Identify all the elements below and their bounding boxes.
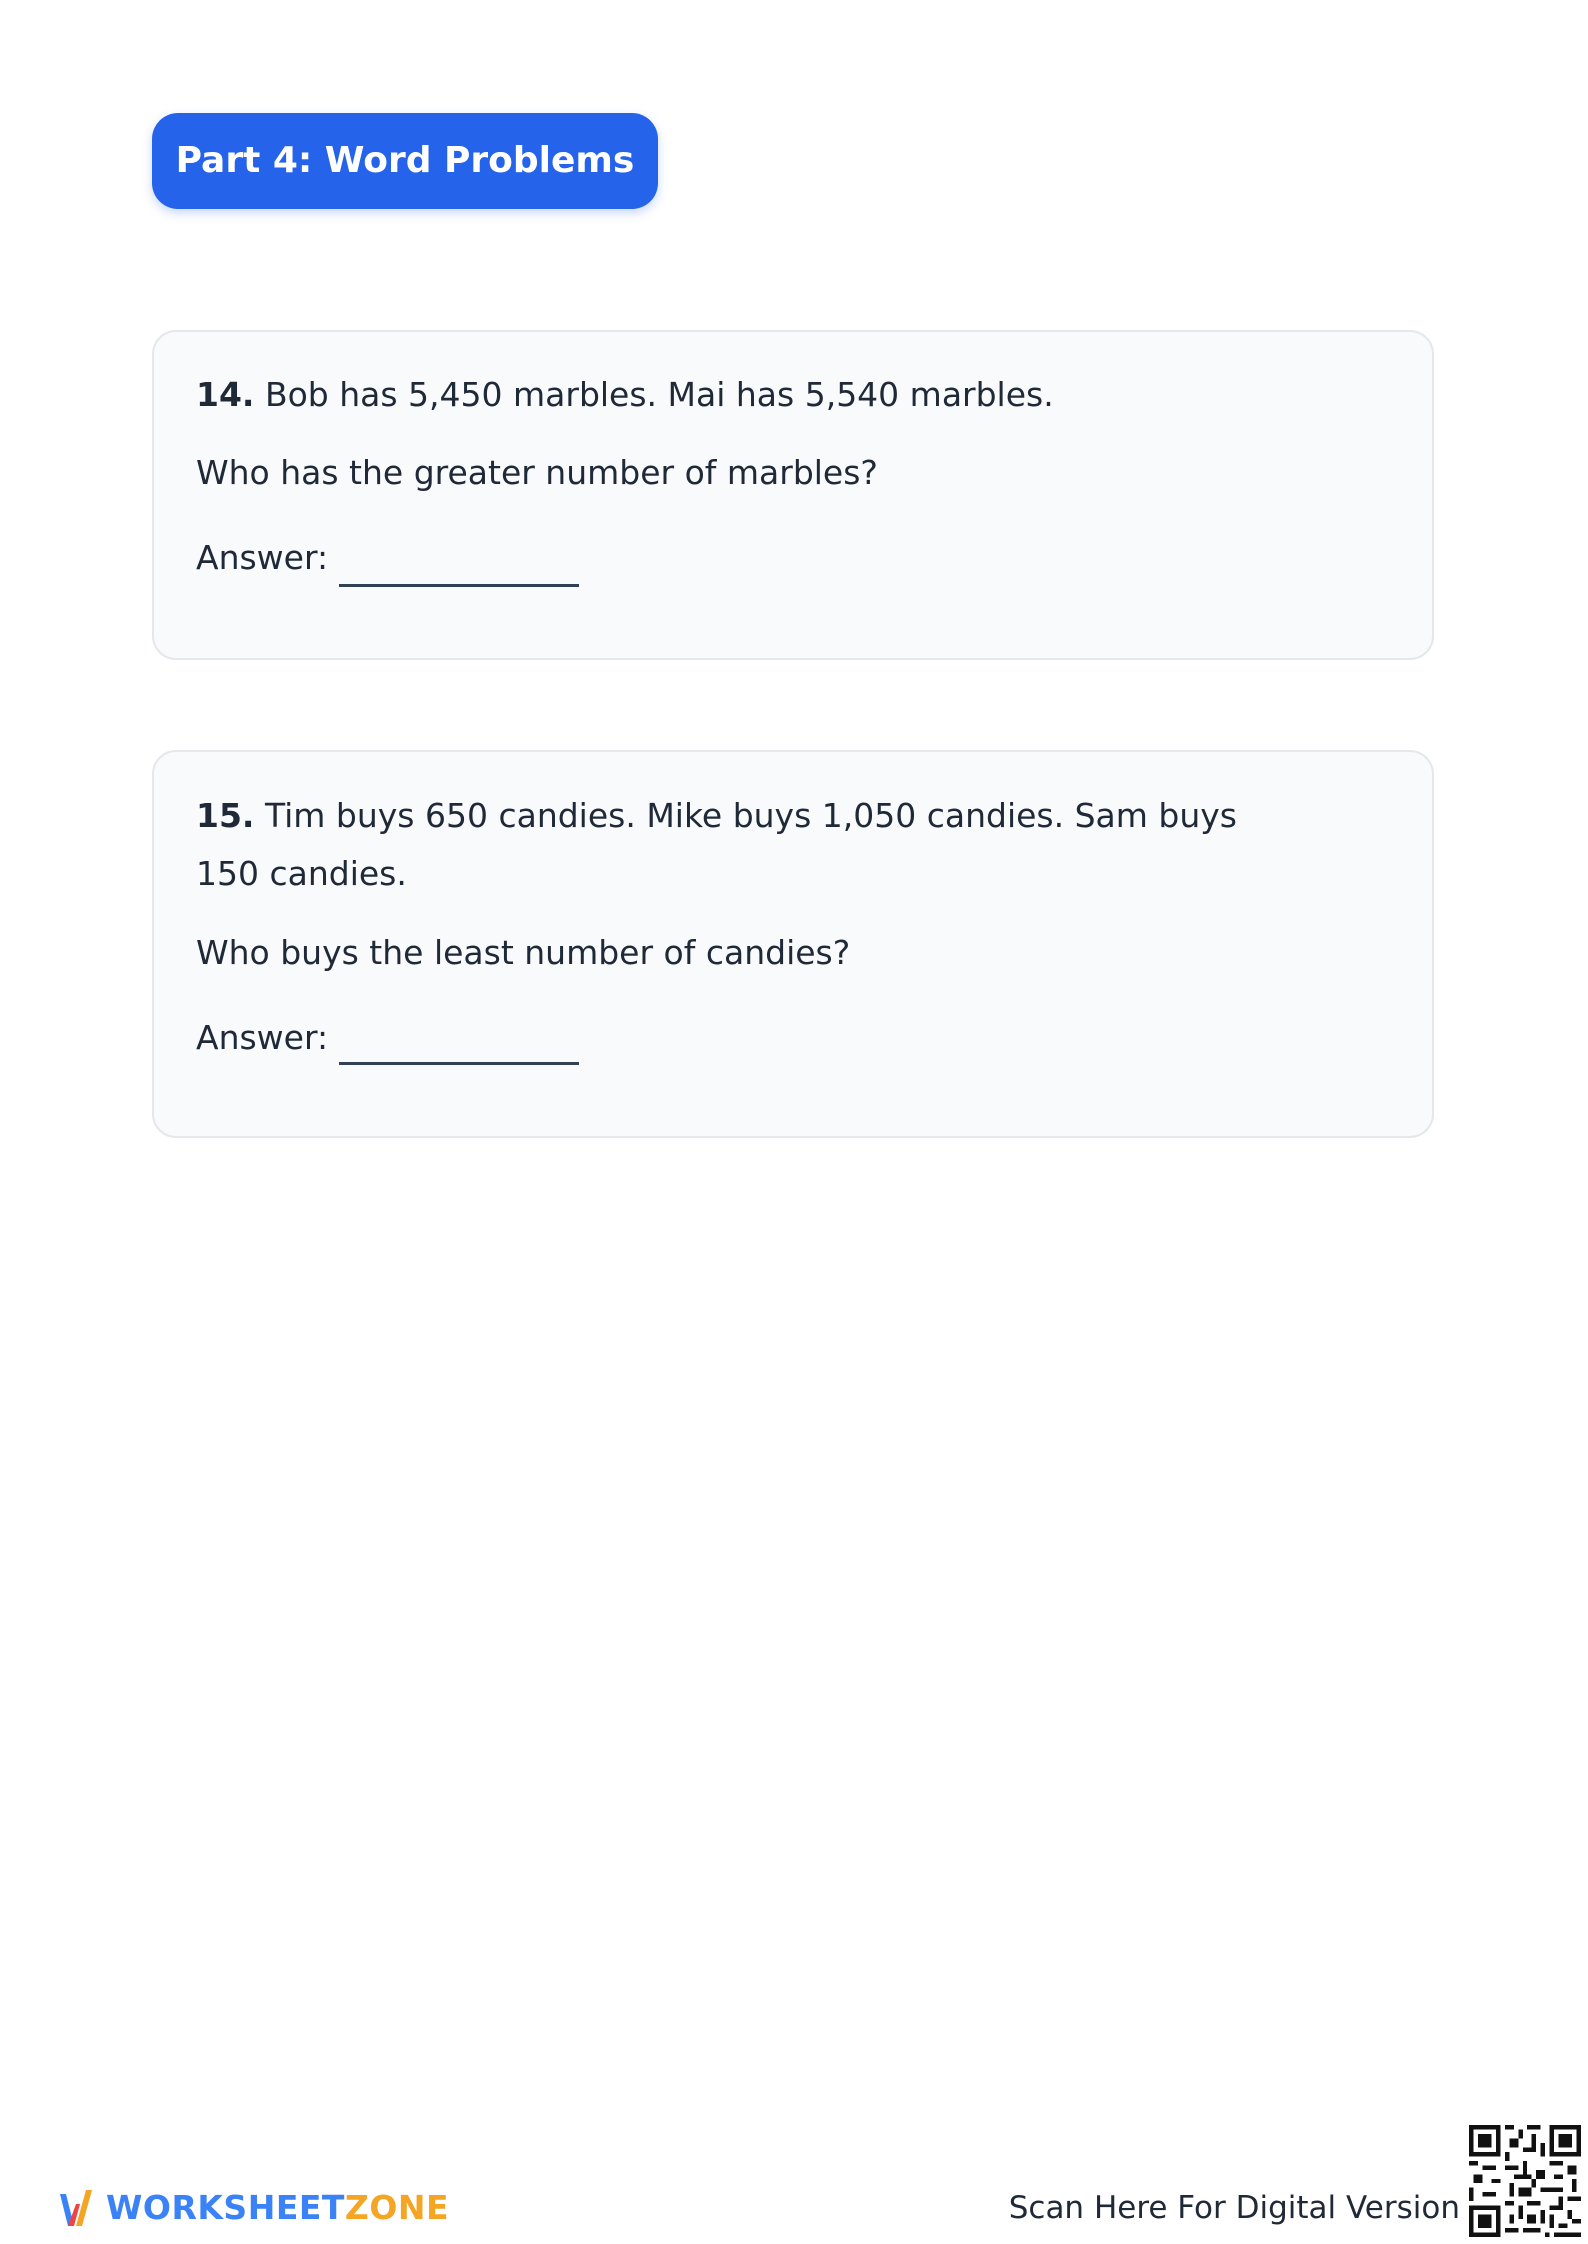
question-prompt: Who buys the least number of candies? bbox=[196, 933, 851, 972]
question-text bbox=[196, 375, 1054, 414]
answer-blank[interactable] bbox=[339, 1062, 579, 1065]
question-statement: Tim buys 650 candies. Mike buys 1,050 candies. Sam buys 150 candies. bbox=[196, 796, 1237, 893]
question-card-15 bbox=[152, 750, 1434, 1138]
question-card-14 bbox=[152, 330, 1434, 660]
brand-name-part2: ZONE bbox=[344, 2188, 450, 2227]
answer-label: Answer: bbox=[196, 1018, 329, 1057]
question-statement: Bob has 5,450 marbles. Mai has 5,540 marbles. bbox=[254, 375, 1054, 414]
scan-instruction: Scan Here For Digital Version bbox=[1008, 2190, 1460, 2226]
question-prompt: Who has the greater number of marbles? bbox=[196, 453, 878, 492]
answer-blank[interactable] bbox=[339, 584, 579, 587]
answer-label: Answer: bbox=[196, 538, 329, 577]
question-text bbox=[196, 787, 1306, 903]
question-number: 15. bbox=[196, 796, 255, 835]
worksheetzone-logo-icon bbox=[58, 2182, 94, 2234]
brand-name-part1: WORKSHEET bbox=[106, 2188, 345, 2227]
section-title: Part 4: Word Problems bbox=[152, 113, 658, 209]
question-number: 14. bbox=[196, 375, 255, 414]
qr-code-icon[interactable] bbox=[1469, 2125, 1581, 2237]
brand-name bbox=[106, 2188, 449, 2227]
